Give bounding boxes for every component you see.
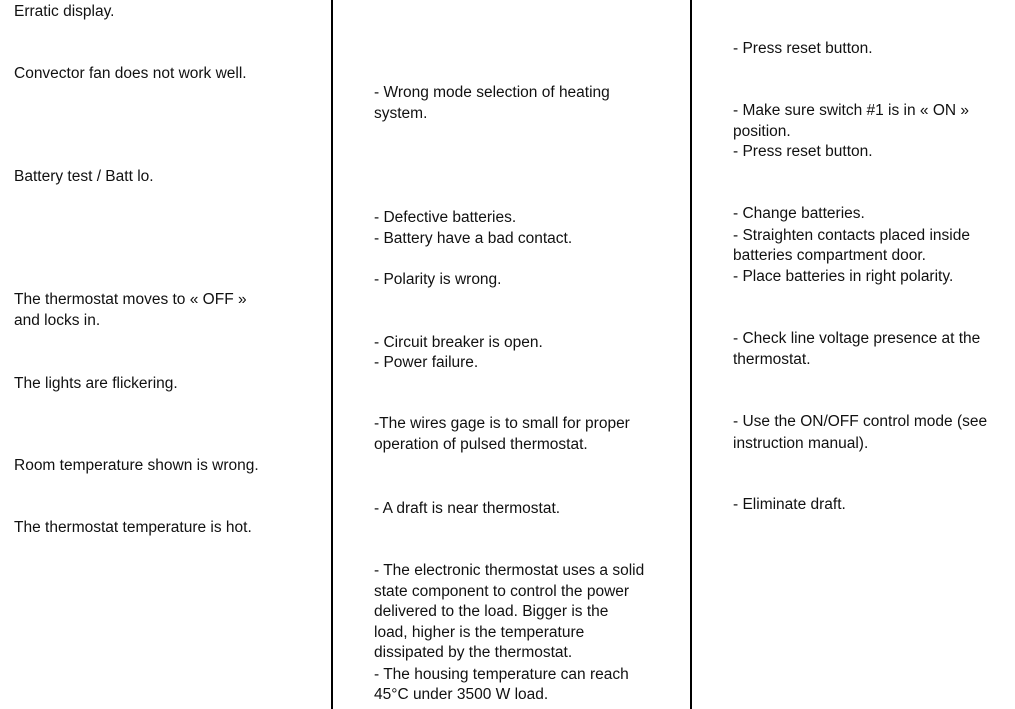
solution-check-voltage: - Check line voltage presence at the thermostat. [733, 330, 985, 368]
solution-right-polarity: - Place batteries in right polarity. [733, 268, 954, 285]
cause-wire-gage: -The wires gage is to small for proper operation of pulsed thermostat. [374, 415, 635, 453]
problem-thermostat-hot: The thermostat temperature is hot. [14, 519, 252, 536]
cause-draft: - A draft is near thermostat. [374, 500, 561, 517]
solution-straighten-contacts: - Straighten contacts placed inside batteries compartment door. [733, 227, 975, 264]
problem-battery-test: Battery test / Batt lo. [14, 168, 154, 185]
cause-defective-batteries: - Defective batteries. [374, 209, 517, 226]
problem-erratic-display: Erratic display. [14, 3, 115, 20]
column-divider-right [690, 0, 692, 709]
solution-change-batteries: - Change batteries. [733, 205, 865, 222]
cause-wrong-mode: - Wrong mode selection of heating system. [374, 84, 615, 122]
column-divider-left [331, 0, 333, 709]
problem-room-temperature: Room temperature shown is wrong. [14, 457, 259, 474]
problem-lights-flickering: The lights are flickering. [14, 375, 178, 392]
cause-power-failure: - Power failure. [374, 354, 479, 371]
cause-wrong-polarity: - Polarity is wrong. [374, 271, 502, 288]
problem-convector-fan: Convector fan does not work well. [14, 65, 247, 82]
cause-bad-contact: - Battery have a bad contact. [374, 230, 573, 247]
solution-on-off-mode: - Use the ON/OFF control mode (see instruction manual). [733, 413, 992, 452]
solution-reset-2: - Press reset button. [733, 143, 873, 160]
cause-circuit-breaker: - Circuit breaker is open. [374, 334, 543, 351]
solution-switch-on: - Make sure switch #1 is in « ON » position. [733, 102, 974, 140]
cause-solid-state-heat: - The electronic thermostat uses a solid state component to control the power delivered to the load. Bigger is the load, higher is the temperature dissipated by the thermostat. [374, 562, 649, 661]
solution-eliminate-draft: - Eliminate draft. [733, 496, 846, 513]
solution-reset: - Press reset button. [733, 40, 873, 57]
problem-thermostat-off: The thermostat moves to « OFF » and locks in. [14, 291, 251, 329]
cause-housing-temperature: - The housing temperature can reach 45°C under 3500 W load. [374, 666, 634, 703]
